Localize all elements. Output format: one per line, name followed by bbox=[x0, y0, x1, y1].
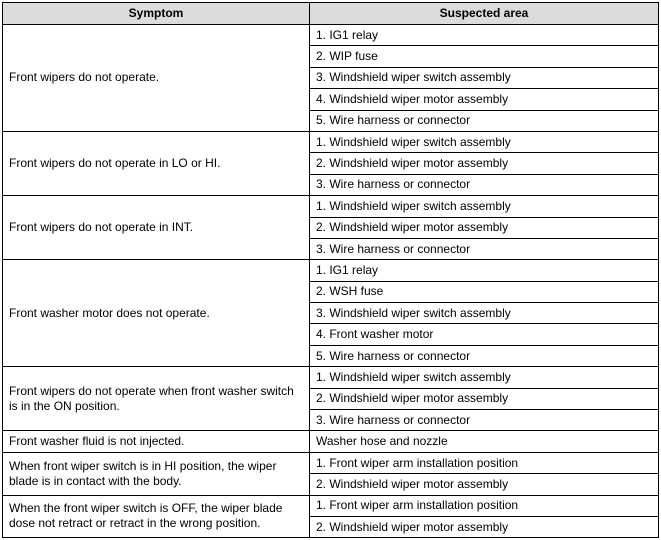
suspected-area-cell: 3. Wire harness or connector bbox=[310, 410, 659, 431]
table-row bbox=[3, 196, 659, 217]
suspected-area-cell: 1. IG1 relay bbox=[310, 260, 659, 281]
suspected-area-cell: 3. Windshield wiper switch assembly bbox=[310, 67, 659, 88]
suspected-area-cell: 1. Front wiper arm installation position bbox=[310, 495, 659, 516]
header-row bbox=[3, 3, 659, 25]
symptom-header: Symptom bbox=[3, 3, 310, 25]
suspected-area-cell: 1. IG1 relay bbox=[310, 25, 659, 46]
symptom-cell: When the front wiper switch is OFF, the wiper blade dose not retract or retract in the wrong position. bbox=[3, 495, 310, 538]
suspected-area-cell: 1. Front wiper arm installation position bbox=[310, 452, 659, 473]
suspected-area-cell: 3. Windshield wiper switch assembly bbox=[310, 303, 659, 324]
table-row bbox=[3, 260, 659, 281]
suspected-area-cell: 2. Windshield wiper motor assembly bbox=[310, 217, 659, 238]
table-row bbox=[3, 495, 659, 516]
suspected-area-cell: 1. Windshield wiper switch assembly bbox=[310, 367, 659, 388]
table-row bbox=[3, 25, 659, 46]
suspected-area-header: Suspected area bbox=[310, 3, 659, 25]
symptom-cell: Front wipers do not operate in INT. bbox=[3, 196, 310, 260]
suspected-area-cell: 5. Wire harness or connector bbox=[310, 110, 659, 131]
suspected-area-cell: 2. Windshield wiper motor assembly bbox=[310, 516, 659, 537]
suspected-area-cell: Washer hose and nozzle bbox=[310, 431, 659, 452]
suspected-area-cell: 4. Front washer motor bbox=[310, 324, 659, 345]
symptom-cell: Front wipers do not operate. bbox=[3, 25, 310, 132]
symptom-table bbox=[2, 2, 659, 538]
table-body bbox=[3, 25, 659, 538]
table-row bbox=[3, 131, 659, 152]
suspected-area-cell: 2. Windshield wiper motor assembly bbox=[310, 474, 659, 495]
symptom-cell: Front washer fluid is not injected. bbox=[3, 431, 310, 452]
suspected-area-cell: 2. WSH fuse bbox=[310, 281, 659, 302]
suspected-area-cell: 3. Wire harness or connector bbox=[310, 174, 659, 195]
suspected-area-cell: 2. Windshield wiper motor assembly bbox=[310, 153, 659, 174]
suspected-area-cell: 1. Windshield wiper switch assembly bbox=[310, 196, 659, 217]
suspected-area-cell: 2. Windshield wiper motor assembly bbox=[310, 388, 659, 409]
suspected-area-cell: 1. Windshield wiper switch assembly bbox=[310, 131, 659, 152]
suspected-area-cell: 2. WIP fuse bbox=[310, 46, 659, 67]
suspected-area-cell: 4. Windshield wiper motor assembly bbox=[310, 89, 659, 110]
symptom-cell: Front wipers do not operate when front washer switch is in the ON position. bbox=[3, 367, 310, 431]
symptom-cell: Front washer motor does not operate. bbox=[3, 260, 310, 367]
suspected-area-cell: 3. Wire harness or connector bbox=[310, 238, 659, 259]
suspected-area-cell: 5. Wire harness or connector bbox=[310, 345, 659, 366]
symptom-cell: When front wiper switch is in HI position, the wiper blade is in contact with the body. bbox=[3, 452, 310, 495]
table-row bbox=[3, 367, 659, 388]
symptom-cell: Front wipers do not operate in LO or HI. bbox=[3, 131, 310, 195]
table-row bbox=[3, 431, 659, 452]
table-row bbox=[3, 452, 659, 473]
